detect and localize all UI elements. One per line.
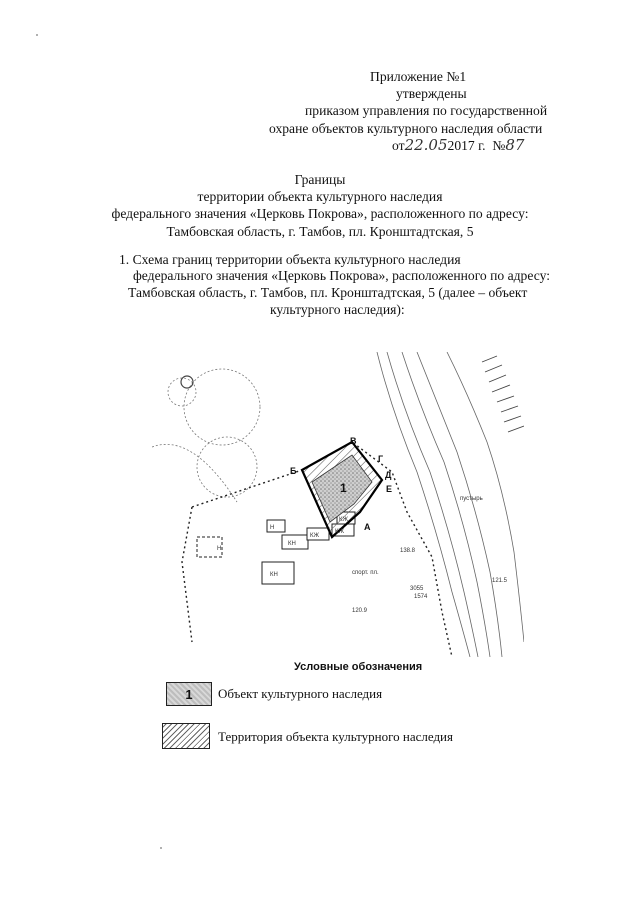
point-label-b: Б — [290, 466, 297, 476]
legend-heritage-label: Объект культурного наследия — [218, 686, 383, 701]
title-line-4: Тамбовская область, г. Тамбов, пл. Кронштадтская, 5 — [166, 224, 474, 239]
date-prefix: от — [392, 138, 405, 153]
contour-lines — [377, 352, 524, 657]
boundary-map — [152, 352, 524, 657]
point-label-a: А — [364, 522, 371, 532]
map-label-1209: 120.9 — [352, 608, 368, 614]
map-label-1388: 138.8 — [400, 548, 416, 554]
point-label-d: Д — [385, 470, 392, 480]
map-label-wasteland: пустырь — [460, 496, 483, 502]
object-number-label: 1 — [340, 481, 347, 495]
order-line: приказом управления по государственной — [305, 103, 548, 118]
map-label-1215: 121.5 — [492, 578, 508, 584]
order-date-line — [392, 137, 524, 154]
legend-territory-swatch — [162, 723, 210, 749]
map-label-n2: Н — [217, 546, 222, 552]
map-label-3055: 3055 — [410, 586, 424, 592]
point-label-e: Е — [386, 484, 393, 494]
riverbank-hatching — [482, 356, 524, 432]
section1-line-1: 1. Схема границ территории объекта культурного наследия — [119, 252, 461, 267]
number-prefix: № — [492, 138, 506, 153]
approved-label: утверждены — [396, 86, 467, 101]
section1-line-2: федерального значения «Церковь Покрова», расположенного по адресу: — [133, 268, 550, 283]
doc-title: Границы — [294, 172, 346, 187]
section1-line-4: культурного наследия): — [270, 302, 405, 317]
legend-territory-label: Территория объекта культурного наследия — [218, 729, 453, 744]
legend-title: Условные обозначения — [294, 661, 423, 673]
handwritten-date: 22.05 — [404, 136, 448, 154]
section1-line-3: Тамбовская область, г. Тамбов, пл. Кронштадтская, 5 (далее – объект — [128, 285, 528, 300]
map-label-kzh3: КЖ — [339, 517, 349, 523]
scan-speck — [160, 847, 162, 849]
point-label-g: Г — [378, 454, 384, 464]
legend-heritage-swatch — [166, 682, 212, 706]
date-suffix: 2017 г. — [447, 138, 486, 153]
scan-speck — [36, 34, 38, 36]
map-label-n1: Н — [270, 525, 275, 531]
map-label-sport: спорт. пл. — [352, 570, 379, 576]
title-line-3: федерального значения «Церковь Покрова», расположенного по адресу: — [111, 206, 529, 221]
map-label-kn2: КН — [270, 572, 278, 578]
map-label-1574: 1574 — [414, 594, 428, 600]
point-label-v: В — [350, 436, 357, 446]
map-label-kzh1: КЖ — [310, 533, 320, 539]
map-label-kzh2: КЖ — [335, 529, 345, 535]
park-area — [152, 369, 260, 502]
legend-swatch-number: 1 — [185, 686, 193, 702]
appendix-number: Приложение №1 — [370, 69, 467, 84]
map-label-kn1: КН — [288, 541, 296, 547]
handwritten-number: 87 — [505, 136, 525, 154]
agency-line: охране объектов культурного наследия области — [269, 121, 543, 136]
title-line-2: территории объекта культурного наследия — [197, 189, 443, 204]
